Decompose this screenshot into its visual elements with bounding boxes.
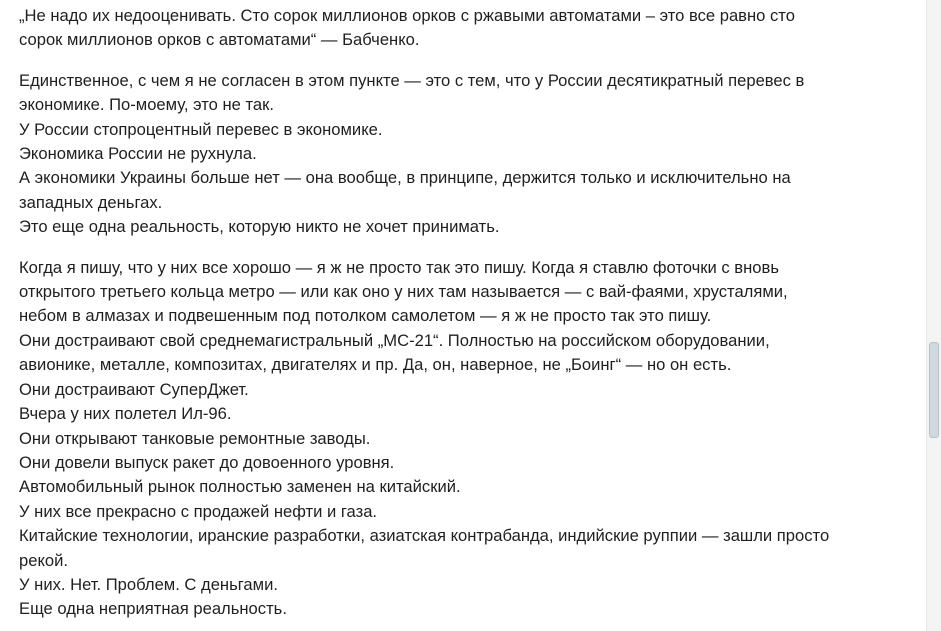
- text-line: У них. Нет. Проблем. С деньгами.: [19, 574, 278, 594]
- text-line: рекой.: [19, 550, 69, 570]
- article-body: [19, 4, 909, 631]
- text-line: У России стопроцентный перевес в экономике.: [19, 119, 383, 139]
- text-line: Экономика России не рухнула.: [19, 144, 257, 164]
- scrollbar-thumb[interactable]: [929, 342, 939, 438]
- text-line: Они довели выпуск ракет до довоенного уровня.: [19, 452, 395, 472]
- text-line: Еще одна неприятная реальность.: [19, 599, 287, 619]
- text-line: Они достраивают свой среднемагистральный „МС-21“. Полностью на российском оборудовании,: [19, 330, 770, 350]
- text-line: А экономики Украины больше нет — она вообще, в принципе, держится только и исключительно на: [19, 168, 791, 188]
- text-line: Автомобильный рынок полностью заменен на китайский.: [19, 477, 461, 497]
- text-line: Они открывают танковые ремонтные заводы.: [19, 428, 371, 448]
- text-line: „Не надо их недооценивать. Сто сорок миллионов орков с ржавыми автоматами – это все равно сто: [19, 6, 795, 25]
- text-line: Они достраивают СуперДжет.: [19, 379, 249, 399]
- paragraph-economy: [19, 69, 909, 240]
- text-line: Это еще одна реальность, которую никто не хочет принимать.: [19, 217, 500, 237]
- text-line: Единственное, с чем я не согласен в этом пункте — это с тем, что у России десятикратный перевес в: [19, 70, 805, 90]
- text-line: экономике. По-моему, это не так.: [19, 95, 274, 115]
- paragraph-quote: [19, 4, 909, 53]
- text-line: сорок миллионов орков с автоматами“ — Бабченко.: [19, 30, 420, 50]
- text-line: небом в алмазах и подвешенным под потолком самолетом — я ж не просто так это пишу.: [19, 306, 712, 326]
- text-line: западных деньгах.: [19, 192, 163, 212]
- text-line: авионике, металле, композитах, двигателях и пр. Да, он, наверное, не „Боинг“ — но он есть.: [19, 355, 732, 375]
- text-line: У них все прекрасно с продажей нефти и газа.: [19, 501, 378, 521]
- text-line: открытого третьего кольца метро — или как оно у них там называется — с вай-фаями, хрусталями,: [19, 282, 788, 302]
- text-line: Когда я пишу, что у них все хорошо — я ж не просто так это пишу. Когда я ставлю фоточки с вновь: [19, 257, 779, 277]
- vertical-scrollbar[interactable]: [926, 0, 941, 631]
- text-line: Вчера у них полетел Ил-96.: [19, 404, 232, 424]
- paragraph-reality: [19, 256, 909, 622]
- text-line: Китайские технологии, иранские разработки, азиатская контрабанда, индийские руппии — зашли просто: [19, 526, 830, 546]
